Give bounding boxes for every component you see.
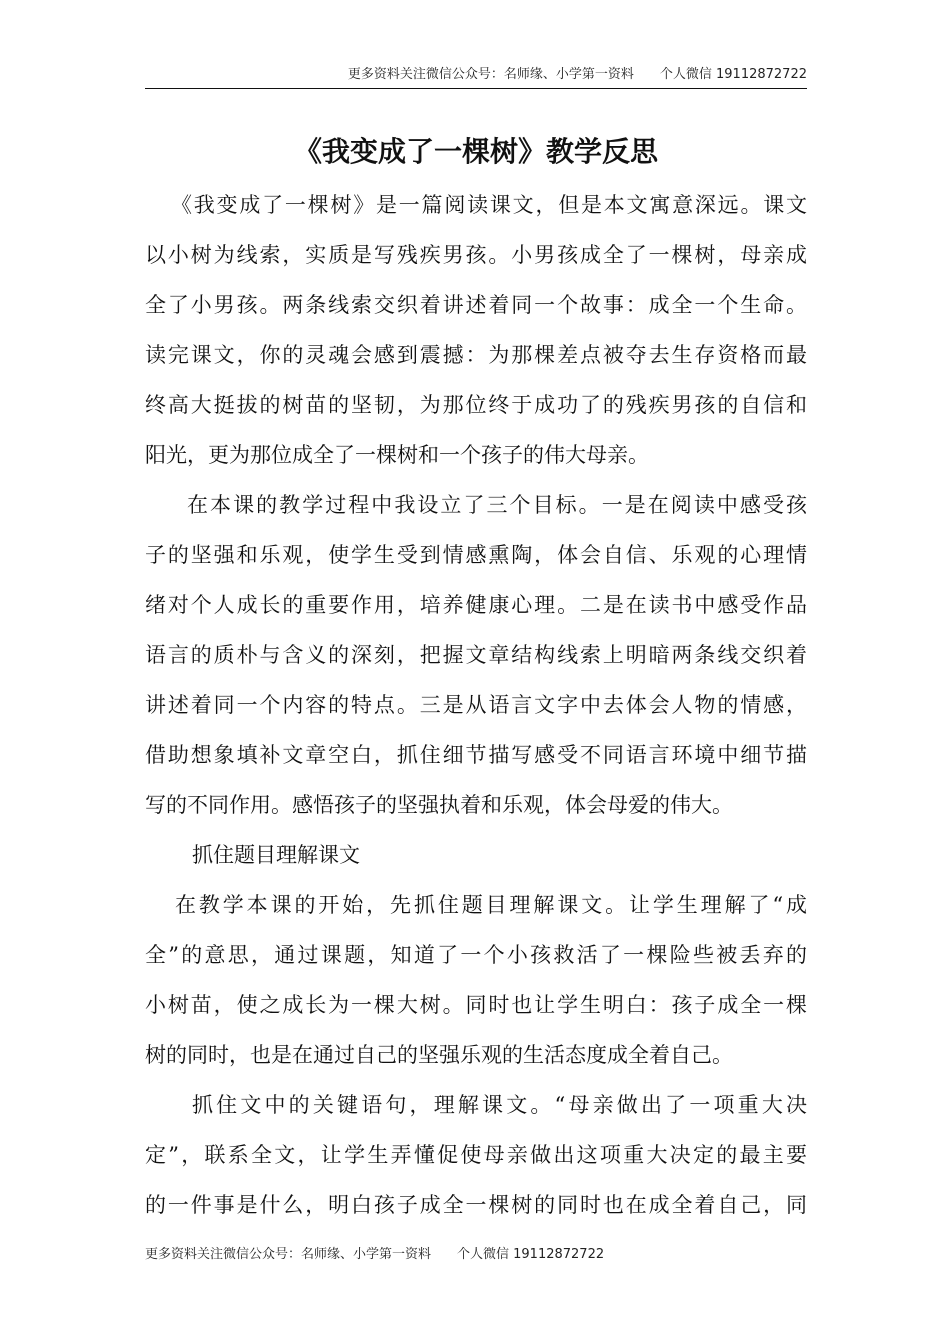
body-line: 语言的质朴与含义的深刻，把握文章结构线索上明暗两条线交织着 [145,643,807,667]
body-line: 全”的意思，通过课题，知道了一个小孩救活了一棵险些被丢弃的 [145,943,807,967]
body-line: 树的同时，也是在通过自己的坚强乐观的生活态度成全着自己。 [145,1043,733,1067]
body-line: 子的坚强和乐观，使学生受到情感熏陶，体会自信、乐观的心理情 [145,543,807,567]
document-title: 《我变成了一棵树》教学反思 [293,135,658,168]
body-line: 在教学本课的开始，先抓住题目理解课文。让学生理解了“成 [175,893,807,917]
body-line: 读完课文，你的灵魂会感到震撼：为那棵差点被夺去生存资格而最 [145,343,807,367]
document-body [145,180,807,1230]
body-line: 全了小男孩。两条线索交织着讲述着同一个故事：成全一个生命。 [145,293,807,317]
body-line: 的一件事是什么，明白孩子成全一棵树的同时也在成全着自己，同 [145,1193,807,1217]
body-line: 终高大挺拔的树苗的坚韧，为那位终于成功了的残疾男孩的自信和 [145,393,807,417]
body-line: 定”，联系全文，让学生弄懂促使母亲做出这项重大决定的最主要 [145,1143,807,1167]
body-line: 在本课的教学过程中我设立了三个目标。一是在阅读中感受孩 [187,493,807,517]
section-heading: 抓住题目理解课文 [192,843,360,867]
page-footer: 更多资料关注微信公众号：名师缘、小学第一资料 个人微信 19112872722 [145,1247,605,1262]
header-rule [145,88,807,89]
body-line: 借助想象填补文章空白，抓住细节描写感受不同语言环境中细节描 [145,743,807,767]
body-line: 写的不同作用。感悟孩子的坚强执着和乐观，体会母爱的伟大。 [145,793,733,817]
body-line: 抓住文中的关键语句，理解课文。“母亲做出了一项重大决 [192,1093,807,1117]
body-line: 绪对个人成长的重要作用，培养健康心理。二是在读书中感受作品 [145,593,807,617]
body-line: 小树苗，使之成长为一棵大树。同时也让学生明白：孩子成全一棵 [145,993,807,1017]
body-line: 以小树为线索，实质是写残疾男孩。小男孩成全了一棵树，母亲成 [145,243,807,267]
body-line: 《我变成了一棵树》是一篇阅读课文，但是本文寓意深远。课文 [171,193,807,217]
page-header: 更多资料关注微信公众号：名师缘、小学第一资料 个人微信 19112872722 [347,67,807,82]
body-line: 讲述着同一个内容的特点。三是从语言文字中去体会人物的情感， [145,693,807,717]
body-line: 阳光，更为那位成全了一棵树和一个孩子的伟大母亲。 [145,443,649,467]
